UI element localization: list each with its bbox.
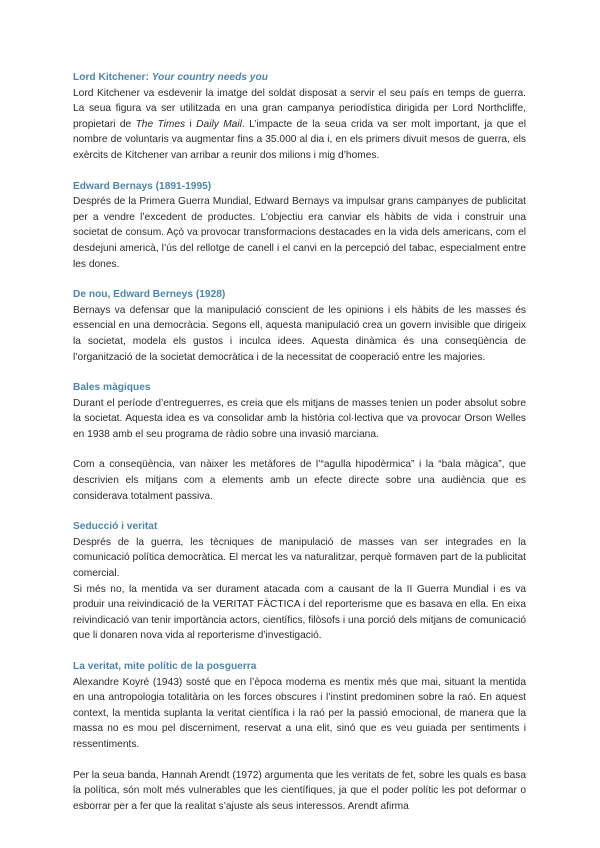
section-heading: Edward Bernays (1891-1995) [73,180,212,192]
section-paragraph: Després de la guerra, les tècniques de manipulació de masses van ser integrades en la comunicació política democràtica. El mercat les va naturalitzar, perquè formaven part de la publicitat comercial. [73,536,526,580]
section-kitchener [73,70,526,164]
section-paragraph: Per la seua banda, Hannah Arendt (1972) argumenta que les veritats de fet, sobre les quals es basa la política, són molt més vulnerables que les científiques, ja que el poder polític les pot deformar o esborrar per a fer que la realitat s’ajuste als seus interessos. Arendt afirma [73,769,526,812]
section-heading: La veritat, mite polític de la posguerra [73,661,257,672]
section-heading: Bales màgiques [73,382,151,394]
section-bernays-1928 [73,287,526,365]
section-bales-magiques [73,380,526,504]
section-paragraph: Com a conseqüència, van nàixer les metàfores de l’“agulla hipodèrmica” i la “bala màgica”, que descrivien els mitjans com a elements amb un efecte directe sobre una audiència que es considerava totalment passiva. [73,459,526,502]
section-heading: Seducció i veritat [73,521,158,533]
section-paragraph: Durant el període d’entreguerres, es creia que els mitjans de masses tenien un poder absolut sobre la societat. Aquesta idea es va consolidar amb la història col·lectiva que va provocar Orson Welles en 1938 amb el seu programa de ràdio sobre una invasió marciana. [73,397,526,440]
section-paragraph: Bernays va defensar que la manipulació conscient de les opinions i els hàbits de les masses és essencial en una democràcia. Segons ell, aquesta manipulació crea un govern invisible que dirigeix la societat, modela els gustos i inculca idees. Aquesta dinàmica és una conseqüència de l’organització de la societat democràtica i de la necessitat de cooperació entre les majories. [73,304,526,363]
section-paragraph: Lord Kitchener va esdevenir la imatge del soldat disposat a servir el seu país en temps de guerra. La seua figura va ser utilitzada en una gran campanya periodística dirigida per Lord Northcliffe, propietari de The Times i Daily Mail. L’impacte de la seua crida va ser molt important, ja que el nombre de voluntaris va augmentar fins a 35.000 al dia i, en els primers divuit mesos de guerra, els exèrcits de Kitchener van arribar a reunir dos milions i mig d’homes. [73,87,527,161]
section-veritat-mite [73,659,526,814]
section-paragraph: Alexandre Koyré (1943) sosté que en l’època moderna es mentix més que mai, situant la mentida en una antropologia totalitària on les forces obscures i l’instint predominen sobre la raó. En aquest context, la mentida suplanta la veritat científica i la raó per la passió emocional, de manera que la massa no es mou pel discerniment, reservat a una elit, sinó que es veu guiada per sentiments i ressentiments. [73,676,526,750]
section-heading: De nou, Edward Berneys (1928) [73,289,226,301]
section-bernays [73,179,526,273]
section-heading: Lord Kitchener: Your country needs you [73,72,268,83]
section-paragraph: Si més no, la mentida va ser durament atacada com a causant de la II Guerra Mundial i es va produir una reivindicació de la VERITAT FÀCTICA i del reporterisme que es basava en ella. En eixa reivindicació van tenir importància actors, científics, filòsofs i una porció dels mitjans de comunicació que li donaren nova vida al reporterisme d’investigació. [73,583,526,642]
section-seduccio [73,519,526,644]
section-paragraph: Després de la Primera Guerra Mundial, Edward Bernays va impulsar grans campanyes de publicitat per a vendre l’excedent de productes. L’objectiu era canviar els hàbits de vida i construir una societat de consum. Açò va provocar transformacions destacades en la vida dels americans, com el desdejuni americà, l’ús del rellotge de canell i el canvi en la percepció del tabac, especialment entre les dones. [73,196,526,270]
